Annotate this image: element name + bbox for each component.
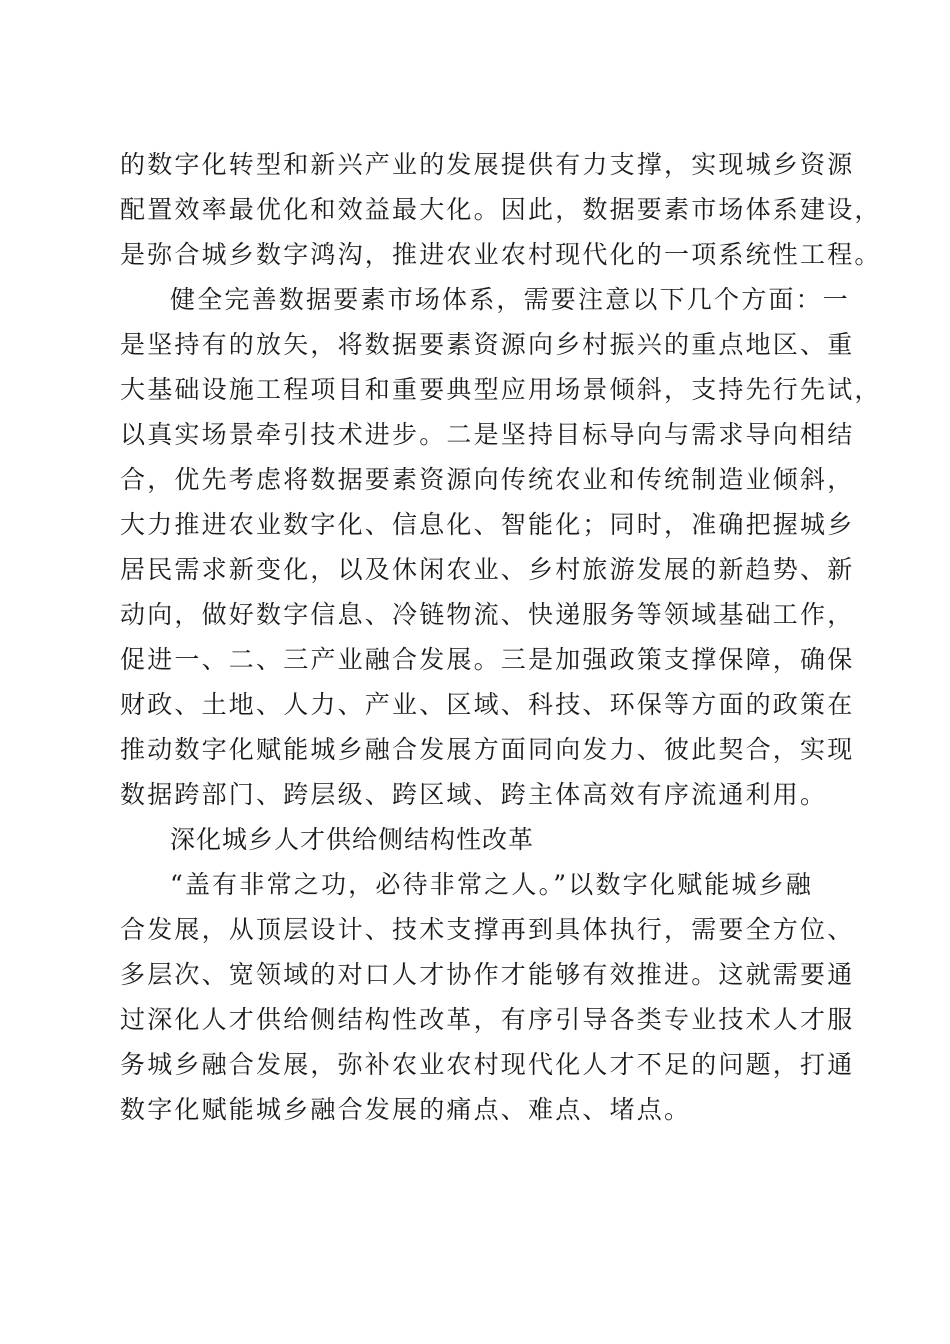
text-line: 动向，做好数字信息、冷链物流、快递服务等领域基础工作，: [120, 600, 855, 629]
text-line: 促进一、二、三产业融合发展。三是加强政策支撑保障，确保: [120, 645, 855, 674]
text-line: 是弥合城乡数字鸿沟，推进农业农村现代化的一项系统性工程。: [120, 240, 882, 269]
text-line: 数据跨部门、跨层级、跨区域、跨主体高效有序流通利用。: [120, 780, 828, 809]
paragraph-start-line: 健全完善数据要素市场体系，需要注意以下几个方面：一: [170, 285, 851, 314]
text-line: 大力推进农业数字化、信息化、智能化；同时，准确把握城乡: [120, 510, 855, 539]
text-line: 合发展，从顶层设计、技术支撑再到具体执行，需要全方位、: [120, 915, 855, 944]
text-line: 居民需求新变化，以及休闲农业、乡村旅游发展的新趋势、新: [120, 555, 855, 584]
text-line: 务城乡融合发展，弥补农业农村现代化人才不足的问题，打通: [120, 1050, 855, 1079]
document-body: [120, 142, 882, 1132]
text-line: 数字化赋能城乡融合发展的痛点、难点、堵点。: [120, 1095, 692, 1124]
paragraph-start-line: “盖有非常之功，必待非常之人。”以数字化赋能城乡融: [170, 870, 814, 899]
text-line: 大基础设施工程项目和重要典型应用场景倾斜，支持先行先试，: [120, 375, 882, 404]
text-line: 过深化人才供给侧结构性改革，有序引导各类专业技术人才服: [120, 1005, 855, 1034]
text-line: 财政、土地、人力、产业、区域、科技、环保等方面的政策在: [120, 690, 855, 719]
text-line: 配置效率最优化和效益最大化。因此，数据要素市场体系建设，: [120, 195, 882, 224]
text-line: 的数字化转型和新兴产业的发展提供有力支撑，实现城乡资源: [120, 150, 855, 179]
text-line: 合，优先考虑将数据要素资源向传统农业和传统制造业倾斜，: [120, 465, 855, 494]
text-line: 以真实场景牵引技术进步。二是坚持目标导向与需求导向相结: [120, 420, 855, 449]
text-line: 多层次、宽领域的对口人才协作才能够有效推进。这就需要通: [120, 960, 855, 989]
text-line: 是坚持有的放矢，将数据要素资源向乡村振兴的重点地区、重: [120, 330, 855, 359]
text-line: 推动数字化赋能城乡融合发展方面同向发力、彼此契合，实现: [120, 735, 855, 764]
section-heading: 深化城乡人才供给侧结构性改革: [170, 825, 535, 854]
